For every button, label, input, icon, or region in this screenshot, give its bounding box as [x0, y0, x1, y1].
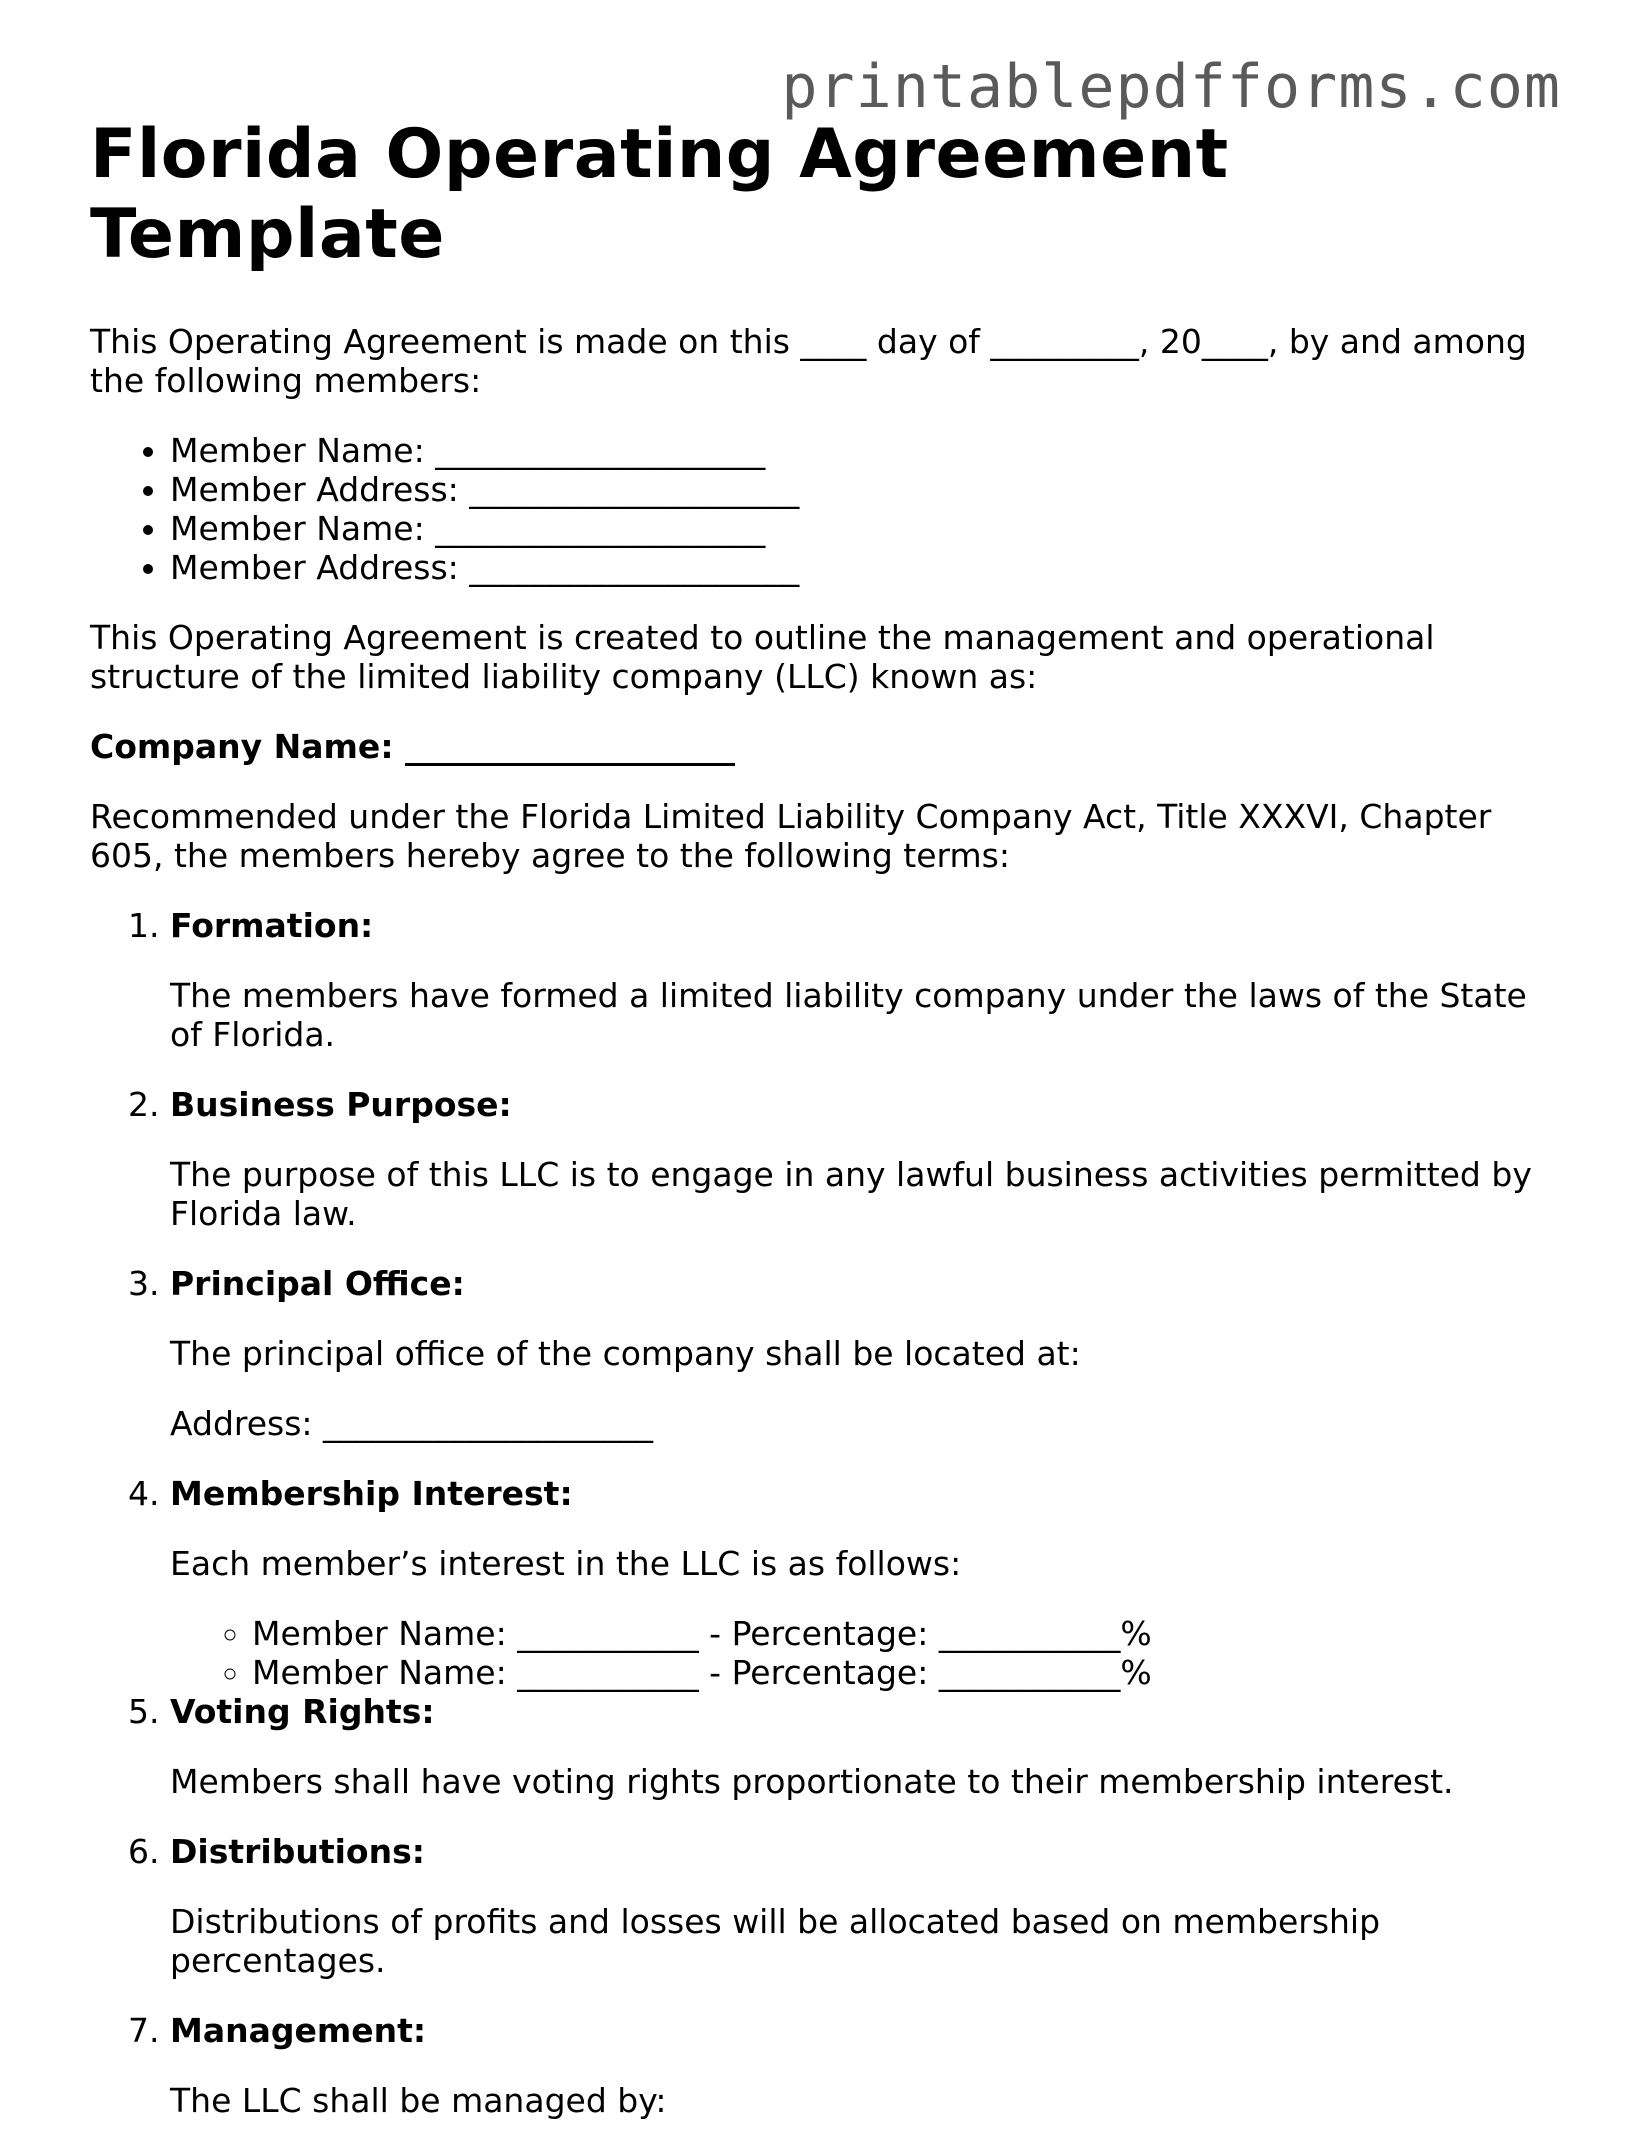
term-title: 1. Formation: — [170, 906, 374, 945]
term-business-purpose — [170, 1085, 1560, 1233]
company-name-field: Company Name: ____________________ — [90, 727, 735, 766]
term-title: 5. Voting Rights: — [170, 1692, 435, 1731]
recommended-paragraph: Recommended under the Florida Limited Liability Company Act, Title XXXVI, Chapter 605, the members hereby agree to the following terms: — [90, 797, 1492, 875]
term-title: 3. Principal Office: — [170, 1264, 465, 1303]
term-title: 2. Business Purpose: — [170, 1085, 512, 1124]
term-title: 4. Membership Interest: — [170, 1474, 573, 1513]
term-text: The principal office of the company shall be located at: — [170, 1334, 1081, 1373]
term-text: The members have formed a limited liability company under the laws of the State of Florida. — [170, 976, 1527, 1054]
purpose-statement: This Operating Agreement is created to outline the management and operational structure of the limited liability company (LLC) known as: — [90, 618, 1435, 696]
office-address-field: Address: ____________________ — [170, 1404, 654, 1443]
term-title: 7. Management: — [170, 2011, 427, 2050]
term-membership-interest — [170, 1474, 1560, 1692]
intro-paragraph: This Operating Agreement is made on this ____ day of _________, 20____, by and among the following members: — [90, 322, 1527, 400]
document-page — [90, 115, 1560, 2151]
interest-item: ◦ Member Name: ___________ - Percentage: ___________% — [252, 1614, 1560, 1653]
term-formation — [170, 906, 1560, 1054]
term-distributions — [170, 1832, 1560, 1980]
term-title: 6. Distributions: — [170, 1832, 425, 1871]
term-text: The purpose of this LLC is to engage in any lawful business activities permitted by Florida law. — [170, 1155, 1532, 1233]
document-title: Florida Operating Agreement Template — [90, 115, 1229, 274]
term-voting-rights — [170, 1692, 1560, 1801]
term-management — [170, 2011, 1560, 2120]
terms-list — [90, 906, 1560, 2120]
term-text: Each member’s interest in the LLC is as follows: — [170, 1544, 962, 1583]
interest-list — [170, 1614, 1560, 1692]
member-address-field: • Member Address: ____________________ — [170, 470, 1560, 509]
term-text: Members shall have voting rights proportionate to their membership interest. — [170, 1762, 1454, 1801]
members-list — [90, 431, 1560, 587]
term-text: Distributions of profits and losses will be allocated based on membership percentages. — [170, 1902, 1381, 1980]
member-name-field: • Member Name: ____________________ — [170, 509, 1560, 548]
term-text: The LLC shall be managed by: — [170, 2081, 667, 2120]
member-name-field: • Member Name: ____________________ — [170, 431, 1560, 470]
watermark: printablepdfforms.com — [781, 52, 1561, 122]
term-principal-office — [170, 1264, 1560, 1443]
member-address-field: • Member Address: ____________________ — [170, 548, 1560, 587]
interest-item: ◦ Member Name: ___________ - Percentage: ___________% — [252, 1653, 1560, 1692]
